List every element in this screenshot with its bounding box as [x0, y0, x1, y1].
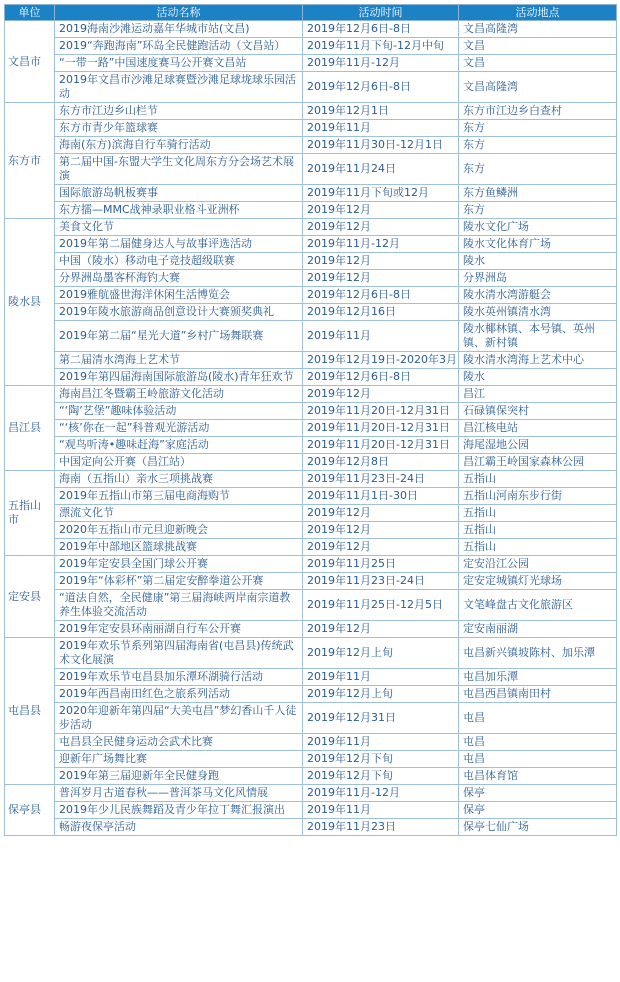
table-row	[5, 321, 617, 352]
time-cell: 2019年11月23日-24日	[303, 471, 459, 488]
unit-cell: 定安县	[5, 556, 55, 638]
time-cell: 2019年12月16日	[303, 304, 459, 321]
location-cell: 文昌	[459, 55, 617, 72]
table-row	[5, 352, 617, 369]
table-row	[5, 304, 617, 321]
location-cell: 东方	[459, 137, 617, 154]
time-cell: 2019年11月20日-12月31日	[303, 437, 459, 454]
location-cell: 陵水	[459, 253, 617, 270]
location-cell: 昌江	[459, 386, 617, 403]
location-cell: 五指山	[459, 471, 617, 488]
name-cell: 2019年西昌南田红色之旅系列活动	[55, 686, 303, 703]
name-cell: 美食文化节	[55, 219, 303, 236]
schedule-table-wrapper	[4, 4, 616, 836]
name-cell: 2019年定安县环南丽湖自行车公开赛	[55, 621, 303, 638]
location-cell: 定安定城镇灯光球场	[459, 573, 617, 590]
time-cell: 2019年11月20日-12月31日	[303, 420, 459, 437]
table-row	[5, 185, 617, 202]
table-row	[5, 703, 617, 734]
name-cell: 第二届清水湾海上艺术节	[55, 352, 303, 369]
table-row	[5, 590, 617, 621]
name-cell: 中国（陵水）移动电子竞技超级联赛	[55, 253, 303, 270]
location-cell: 昌江核电站	[459, 420, 617, 437]
table-row	[5, 471, 617, 488]
location-cell: 文笔峰盘古文化旅游区	[459, 590, 617, 621]
time-cell: 2019年12月	[303, 386, 459, 403]
location-cell: 五指山河南东步行街	[459, 488, 617, 505]
location-cell: 保亭	[459, 802, 617, 819]
location-cell: 屯昌	[459, 734, 617, 751]
table-row	[5, 253, 617, 270]
unit-cell: 东方市	[5, 103, 55, 219]
time-cell: 2019年11月下旬或12月	[303, 185, 459, 202]
location-cell: 屯昌西昌镇南田村	[459, 686, 617, 703]
time-cell: 2019年11月	[303, 120, 459, 137]
location-cell: 屯昌	[459, 703, 617, 734]
location-cell: 东方	[459, 120, 617, 137]
table-row	[5, 369, 617, 386]
time-cell: 2019年11月1日-30日	[303, 488, 459, 505]
name-cell: 东方擂—MMC战神录职业格斗亚洲杯	[55, 202, 303, 219]
time-cell: 2019年12月19日-2020年3月	[303, 352, 459, 369]
location-cell: 石碌镇保突村	[459, 403, 617, 420]
header-name: 活动名称	[55, 5, 303, 21]
unit-cell: 屯昌县	[5, 638, 55, 785]
time-cell: 2019年11月-12月	[303, 55, 459, 72]
name-cell: 分界洲岛墨客杯海钓大赛	[55, 270, 303, 287]
name-cell: 2019“奔跑海南”环岛全民健跑活动（文昌站）	[55, 38, 303, 55]
table-row	[5, 785, 617, 802]
location-cell: 陵水文化体育广场	[459, 236, 617, 253]
location-cell: 屯昌体育馆	[459, 768, 617, 785]
table-row	[5, 454, 617, 471]
time-cell: 2019年12月	[303, 219, 459, 236]
location-cell: 屯昌新兴镇坡陈村、加乐潭	[459, 638, 617, 669]
unit-cell: 昌江县	[5, 386, 55, 471]
name-cell: 海南(东方)滨海自行车骑行活动	[55, 137, 303, 154]
event-schedule-table	[4, 4, 617, 836]
time-cell: 2019年12月6日-8日	[303, 72, 459, 103]
location-cell: 定安沿江公园	[459, 556, 617, 573]
location-cell: 东方	[459, 154, 617, 185]
time-cell: 2019年11月-12月	[303, 236, 459, 253]
table-row	[5, 403, 617, 420]
header-row	[5, 5, 617, 21]
time-cell: 2019年12月	[303, 202, 459, 219]
name-cell: 2019年文昌市沙滩足球赛暨沙滩足球垅球乐园活动	[55, 72, 303, 103]
time-cell: 2019年11月	[303, 669, 459, 686]
time-cell: 2019年11月下旬-12月中旬	[303, 38, 459, 55]
table-row	[5, 669, 617, 686]
name-cell: 2019海南沙滩运动嘉年华城市站(文昌)	[55, 21, 303, 38]
name-cell: 2020年五指山市元旦迎新晚会	[55, 522, 303, 539]
time-cell: 2019年12月上旬	[303, 638, 459, 669]
table-row	[5, 38, 617, 55]
header-location: 活动地点	[459, 5, 617, 21]
location-cell: 陵水	[459, 369, 617, 386]
name-cell: 2019年中部地区篮球挑战赛	[55, 539, 303, 556]
location-cell: 文昌高隆湾	[459, 72, 617, 103]
location-cell: 五指山	[459, 539, 617, 556]
name-cell: 2019年第二届健身达人与故事评选活动	[55, 236, 303, 253]
location-cell: 分界洲岛	[459, 270, 617, 287]
name-cell: “道法自然，全民健康”第三届海峡两岸南宗道教养生体验交流活动	[55, 590, 303, 621]
unit-cell: 文昌市	[5, 21, 55, 103]
table-row	[5, 287, 617, 304]
time-cell: 2019年11月	[303, 802, 459, 819]
table-row	[5, 819, 617, 836]
table-row	[5, 437, 617, 454]
table-row	[5, 154, 617, 185]
name-cell: 迎新年广场舞比赛	[55, 751, 303, 768]
name-cell: 畅游夜保亭活动	[55, 819, 303, 836]
table-row	[5, 505, 617, 522]
name-cell: 东方市青少年篮球赛	[55, 120, 303, 137]
name-cell: 海南昌江冬暨霸王岭旅游文化活动	[55, 386, 303, 403]
table-row	[5, 751, 617, 768]
location-cell: 文昌高隆湾	[459, 21, 617, 38]
time-cell: 2019年12月	[303, 253, 459, 270]
time-cell: 2019年12月6日-8日	[303, 369, 459, 386]
name-cell: 屯昌县全民健身运动会武术比赛	[55, 734, 303, 751]
header-unit: 单位	[5, 5, 55, 21]
time-cell: 2019年12月	[303, 505, 459, 522]
location-cell: 东方市江边乡白查村	[459, 103, 617, 120]
header-time: 活动时间	[303, 5, 459, 21]
table-row	[5, 219, 617, 236]
name-cell: “‘核’你在一起”科普观光游活动	[55, 420, 303, 437]
time-cell: 2019年12月6日-8日	[303, 21, 459, 38]
unit-cell: 五指山市	[5, 471, 55, 556]
name-cell: 普洱岁月古道春秋——普洱茶马文化风情展	[55, 785, 303, 802]
table-row	[5, 621, 617, 638]
name-cell: 2019年第二届“星光大道”乡村广场舞联赛	[55, 321, 303, 352]
name-cell: 2019年陵水旅游商品创意设计大赛颁奖典礼	[55, 304, 303, 321]
table-row	[5, 420, 617, 437]
table-row	[5, 137, 617, 154]
name-cell: 2019年第三届迎新年全民健身跑	[55, 768, 303, 785]
name-cell: “‘陶’艺堡”趣味体验活动	[55, 403, 303, 420]
table-row	[5, 539, 617, 556]
time-cell: 2019年12月31日	[303, 703, 459, 734]
table-row	[5, 686, 617, 703]
time-cell: 2019年11月23日	[303, 819, 459, 836]
time-cell: 2019年12月	[303, 621, 459, 638]
table-row	[5, 802, 617, 819]
location-cell: 文昌	[459, 38, 617, 55]
time-cell: 2019年11月24日	[303, 154, 459, 185]
name-cell: “观鸟听涛•趣味赶海”家庭活动	[55, 437, 303, 454]
location-cell: 保亭	[459, 785, 617, 802]
name-cell: 2019年第四届海南国际旅游岛(陵水)青年狂欢节	[55, 369, 303, 386]
time-cell: 2019年11月25日-12月5日	[303, 590, 459, 621]
location-cell: 屯昌加乐潭	[459, 669, 617, 686]
location-cell: 海尾湿地公园	[459, 437, 617, 454]
name-cell: “一带一路”中国速度赛马公开赛文昌站	[55, 55, 303, 72]
name-cell: 国际旅游岛帆板赛事	[55, 185, 303, 202]
name-cell: 2019年少儿民族舞蹈及青少年拉丁舞汇报演出	[55, 802, 303, 819]
location-cell: 陵水文化广场	[459, 219, 617, 236]
time-cell: 2019年12月下旬	[303, 768, 459, 785]
table-row	[5, 522, 617, 539]
time-cell: 2019年12月1日	[303, 103, 459, 120]
unit-cell: 保亭县	[5, 785, 55, 836]
time-cell: 2019年12月8日	[303, 454, 459, 471]
location-cell: 五指山	[459, 522, 617, 539]
table-row	[5, 202, 617, 219]
time-cell: 2019年11月	[303, 321, 459, 352]
location-cell: 昌江霸王岭国家森林公园	[459, 454, 617, 471]
table-row	[5, 103, 617, 120]
time-cell: 2019年12月上旬	[303, 686, 459, 703]
time-cell: 2019年11月-12月	[303, 785, 459, 802]
location-cell: 陵水英州镇清水湾	[459, 304, 617, 321]
table-row	[5, 734, 617, 751]
name-cell: 2019年欢乐节系列第四届海南省(屯昌县)传统武术文化展演	[55, 638, 303, 669]
location-cell: 屯昌	[459, 751, 617, 768]
table-row	[5, 236, 617, 253]
name-cell: 2019年五指山市第三届电商海购节	[55, 488, 303, 505]
table-row	[5, 21, 617, 38]
name-cell: 2019年定安县全国门球公开赛	[55, 556, 303, 573]
time-cell: 2019年11月23日-24日	[303, 573, 459, 590]
time-cell: 2019年11月30日-12月1日	[303, 137, 459, 154]
location-cell: 定安南丽湖	[459, 621, 617, 638]
table-row	[5, 768, 617, 785]
table-row	[5, 556, 617, 573]
name-cell: 2019年“体彩杯”第二届定安醉拳道公开赛	[55, 573, 303, 590]
time-cell: 2019年12月	[303, 270, 459, 287]
time-cell: 2019年12月下旬	[303, 751, 459, 768]
table-row	[5, 270, 617, 287]
name-cell: 中国定向公开赛（昌江站）	[55, 454, 303, 471]
location-cell: 陵水清水湾海上艺术中心	[459, 352, 617, 369]
time-cell: 2019年11月25日	[303, 556, 459, 573]
table-row	[5, 386, 617, 403]
table-body	[5, 21, 617, 836]
time-cell: 2019年12月	[303, 522, 459, 539]
table-row	[5, 72, 617, 103]
unit-cell: 陵水县	[5, 219, 55, 386]
table-row	[5, 488, 617, 505]
table-row	[5, 55, 617, 72]
location-cell: 陵水椰林镇、本号镇、英州镇、新村镇	[459, 321, 617, 352]
name-cell: 第二届中国-东盟大学生文化周东方分会场艺术展演	[55, 154, 303, 185]
name-cell: 2019雅航盛世海洋休闲生活博览会	[55, 287, 303, 304]
name-cell: 漂流文化节	[55, 505, 303, 522]
location-cell: 五指山	[459, 505, 617, 522]
name-cell: 2020年迎新年第四届“大美屯昌”梦幻香山千人徒步活动	[55, 703, 303, 734]
time-cell: 2019年11月	[303, 734, 459, 751]
location-cell: 东方	[459, 202, 617, 219]
name-cell: 东方市江边乡山栏节	[55, 103, 303, 120]
time-cell: 2019年12月6日-8日	[303, 287, 459, 304]
location-cell: 保亭七仙广场	[459, 819, 617, 836]
name-cell: 2019年欢乐节屯昌县加乐潭环湖骑行活动	[55, 669, 303, 686]
location-cell: 东方鱼鳞洲	[459, 185, 617, 202]
table-row	[5, 120, 617, 137]
name-cell: 海南（五指山）亲水三项挑战赛	[55, 471, 303, 488]
location-cell: 陵水清水湾游艇会	[459, 287, 617, 304]
time-cell: 2019年11月20日-12月31日	[303, 403, 459, 420]
table-row	[5, 573, 617, 590]
table-row	[5, 638, 617, 669]
time-cell: 2019年12月	[303, 539, 459, 556]
